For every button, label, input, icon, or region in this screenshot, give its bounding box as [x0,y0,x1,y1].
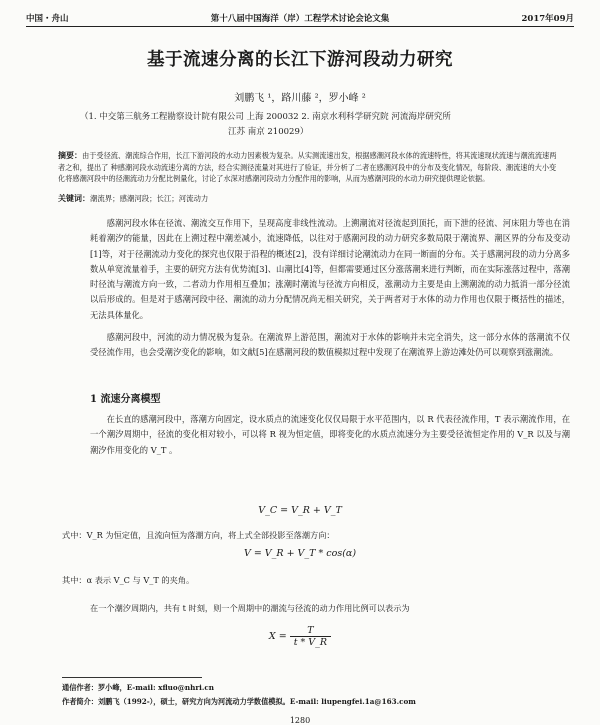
body-paragraph-1: 感潮河段水体在径流、潮流交互作用下，呈现高度非线性流动。上溯潮流对径流起到顶托，而下泄的径流、河床阻力等也在消耗着潮汐的能量，因此在上溯过程中潮差减小，流速降低，以往对于感潮河段的动力研究多数局限于潮流界、潮区界的分布及变动[1]等，对于径潮流动力变化的探究也仅限于沿程的概述[2]，没有详细讨论潮流动力在同一断面的分布。关于感潮河段的动力分离多数从单宽流量着手，主要的研究方法有优势流[3]、山潮比[4]等，但都需要通过区分涨落潮来进行判断，而在实际涨落过程中，落潮时径流与潮流方向一致，二者动力作用相互叠加；涨潮时潮流与径流方向相反，涨潮动力主要是由上溯潮流的动力抵消一部分径流以后形成的。但是对于感潮河段中径、潮流的动力分配情况尚无相关研究，关于两者对于水体的动力作用也仅限于概括性的描述，无法具体量化。 [90,218,570,320]
footnote-rule [62,677,202,678]
authors: 刘鹏飞 ¹，路川藤 ²，罗小峰 ² [234,93,366,104]
equation-3-lhs: X = [268,631,287,642]
equation-note-3: 在一个潮汐周期内，共有 t 时刻，则一个周期中的潮流与径流的动力作用比例可以表示为 [90,603,410,613]
abstract [58,150,563,185]
header-right: 2017年09月 [521,14,574,24]
footnote-author-bio: 作者简介：刘鹏飞（1992-），硕士，研究方向为河流动力学数值模拟。E-mail: liupengfei.1a@163.com [62,697,416,706]
keywords-text: 潮流界；感潮河段；长江；河流动力 [90,194,209,203]
paper-title: 基于流速分离的长江下游河段动力研究 [147,50,453,70]
affiliation-line-2: 江苏 南京 210029） [228,127,309,137]
equation-3-numerator: T [290,625,331,637]
header-center: 第十八届中国海洋（岸）工程学术讨论会论文集 [210,14,390,24]
equation-note-2: 其中：α 表示 V_C 与 V_T 的夹角。 [62,575,195,585]
header-rule [26,26,574,27]
affiliation [80,110,560,140]
footnote-corresponding-author: 通信作者：罗小峰，E-mail: xfluo@nhri.cn [62,683,214,692]
equation-3 [0,625,600,648]
equation-3-denominator: t * V_R [293,637,328,648]
section-heading: 1 流速分离模型 [90,394,161,405]
abstract-label: 摘要： [58,150,82,160]
abstract-text: 由于受径流、潮流综合作用，长江下游河段的水动力因素极为复杂。从实测流速出发，根据感潮河段水体的流速特性，将其流速现状流速与潮流流速两者之和，提出了 种感潮河段水动流速分离的方法，经合实测径流量对其进行了验证，并分析了二者在感潮河段中的分布及变化情况，每阶段、潮流速的大小变化将感潮河段中的径潮流动力分配比例量化，讨论了水深对感潮河段动力分配作用的影响，从而为感潮河段的水动力研究提供理论依据。 [58,151,557,184]
equation-2: V = V_R + V_T * cos(α) [243,548,357,559]
equation-3-fraction [290,625,331,648]
body-paragraph-2: 感潮河段中，河流的动力情况极为复杂。在潮流界上游范围，潮流对于水体的影响并未完全消失，这一部分水体的落潮流不仅受径流作用，也会受潮汐变化的影响，如文献[5]在感潮河段的数值模拟过程中发现了在潮流界上游边滩处仍可以观察到涨潮流。 [90,332,570,358]
header-left: 中国・舟山 [26,14,69,24]
body-paragraph-3: 在长直的感潮河段中，落潮方向固定，设水质点的流速变化仅仅局限于水平范围内，以 R 代表径流作用，T 表示潮流作用，在一个潮汐周期中，径流的变化相对较小，可以将 R 视为恒定值，即将变化的水质点流速分为主要受径流恒定作用的 V_R 以及与潮潮汐作用变化的 V_T 。 [90,414,570,455]
affiliation-line-1: （1. 中交第三航务工程勘察设计院有限公司 上海 200032 2. 南京水利科学研究院 河流海岸研究所 [80,112,451,122]
keywords-label: 关键词： [58,193,90,203]
equation-1: V_C = V_R + V_T [258,505,342,516]
page-number: 1280 [289,716,311,725]
equation-note-1: 式中：V_R 为恒定值，且流向恒为落潮方向，将上式全部投影至落潮方向： [62,530,335,540]
keywords [58,193,563,204]
